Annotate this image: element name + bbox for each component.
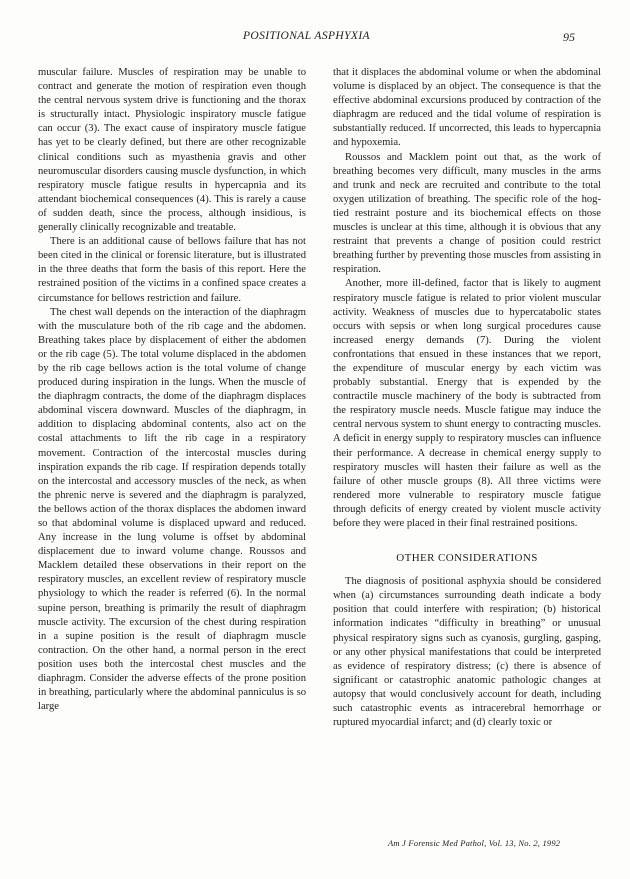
right-column — [333, 66, 601, 730]
body-paragraph: There is an additional cause of bellows failure that has not been cited in the clinical or forensic literature, but is illustrated in the three deaths that form the basis of this report. Here the restrained position of the victims in a confined space creates a circumstance for bellows restriction and failure. — [38, 236, 306, 304]
journal-citation: Am J Forensic Med Pathol, Vol. 13, No. 2, 1992 — [388, 838, 561, 848]
body-paragraph: The chest wall depends on the interaction of the diaphragm with the musculature both of the rib cage and the abdomen. Breathing takes place by displacement of either the abdomen or the rib cage (5). The total volume displaced in the abdomen by the rib cage bellows action is the total volume of change produced during inspiration in the lungs. When the muscle of the diaphragm contracts, the dome of the diaphragm displaces abdominal viscera downward. Muscles of the diaphragm, in addition to displacing abdominal contents, also act on the costal attachments to lift the rib cage in a respiratory movement. Contraction of the intercostal muscles during inspiration expands the rib cage. If respiration depends totally on the intercostal and accessory muscles of the neck, as when the phrenic nerve is severed and the diaphragm is paralyzed, the bellows action of the thorax displaces the abdomen inward so that abdominal volume is displaced upward and reduced. Any increase in the lung volume is offset by abdominal displacement due to inward volume change. Roussos and Macklem detailed these observations in their report on the respiratory muscles, an excellent review of respiratory muscle physiology to which the reader is referred (6). In the normal supine person, breathing is primarily the result of diaphragm muscle activity. The excursion of the chest during respiration in a supine position is the result of diaphragm muscle contraction. On the other hand, a normal person in the erect position uses both the intercostal chest muscles and the diaphragm. Consider the adverse effects of the prone position in breathing, particularly where the abdominal panniculus is so large — [38, 306, 306, 713]
section-heading: OTHER CONSIDERATIONS — [396, 552, 538, 565]
body-paragraph: Another, more ill-defined, factor that is likely to augment respiratory muscle fatigue is related to prior violent muscular activity. Weakness of muscles due to hypercatabolic states occurs with sepsis or when long surgical procedures cause increased energy demands (7). During the violent confrontations that ensued in these instances that we report, the expenditure of muscular energy by each victim was probably substantial. Energy that is expended by the contractile muscle machinery of the body is subtracted from the respiratory muscle needs. Muscle fatigue may induce the central nervous system to shunt energy to contracting muscles. A deficit in energy supply to respiratory muscles can influence their performance. A decrease in chemical energy supply to respiratory muscles will hasten their failure as well as the failure of other muscle groups (8). All three victims were rendered more vulnerable to respiratory muscle fatigue through deficits of energy created by violent muscle activity before they were placed in their final restrained positions. — [333, 278, 601, 529]
body-paragraph: Roussos and Macklem point out that, as the work of breathing becomes very difficult, many muscles in the arms and trunk and neck are recruited and contribute to the total oxygen utilization of breathing. The specific role of the hog-tied restraint posture and its biochemical effects on those muscles is unclear at this time, although it is obvious that any restraint that prevents a change of position could restrict breathing further by preventing those muscles from assisting in respiration. — [333, 151, 601, 276]
body-paragraph: that it displaces the abdominal volume or when the abdominal volume is displaced by an object. The consequence is that the effective abdominal excursions produced by contraction of the diaphragm are reduced and the tidal volume of respiration is substantially reduced. If uncorrected, this leads to hypercapnia and hypoxemia. — [333, 67, 601, 149]
running-title: POSITIONAL ASPHYXIA — [243, 30, 370, 42]
page-header — [0, 30, 630, 50]
body-paragraph: The diagnosis of positional asphyxia should be considered when (a) circumstances surrounding death indicate a body position that could interfere with respiration; (b) historical information indicates “difficulty in breathing” or unusual physical respiratory signs such as cyanosis, gurgling, gasping, or any other physical manifestations that could be interpreted as evidence of respiratory distress; (c) there is absence of significant or catastrophic anatomic pathologic changes at autopsy that would conclusively account for death, including such catastrophic events as intracerebral hemorrhage or ruptured myocardial infarct; and (d) clearly toxic or — [333, 576, 601, 729]
left-column — [38, 66, 306, 714]
page-number: 95 — [563, 30, 575, 44]
body-paragraph: muscular failure. Muscles of respiration may be unable to contract and generate the motion of respiration even though the central nervous system drive is functioning and the thorax is structurally intact. Physiologic inspiratory muscle fatigue can occur (3). The exact cause of inspiratory muscle fatigue has yet to be clearly defined, but there are other recognizable clinical conditions such as myasthenia gravis and other neuromuscular disorders causing muscle dysfunction, in which respiratory muscle fatigue results in hypercapnia and its attendant biochemical consequences (4). This is rarely a cause of sudden death, since the process, although insidious, is generally clinically recognizable and treatable. — [38, 67, 306, 234]
